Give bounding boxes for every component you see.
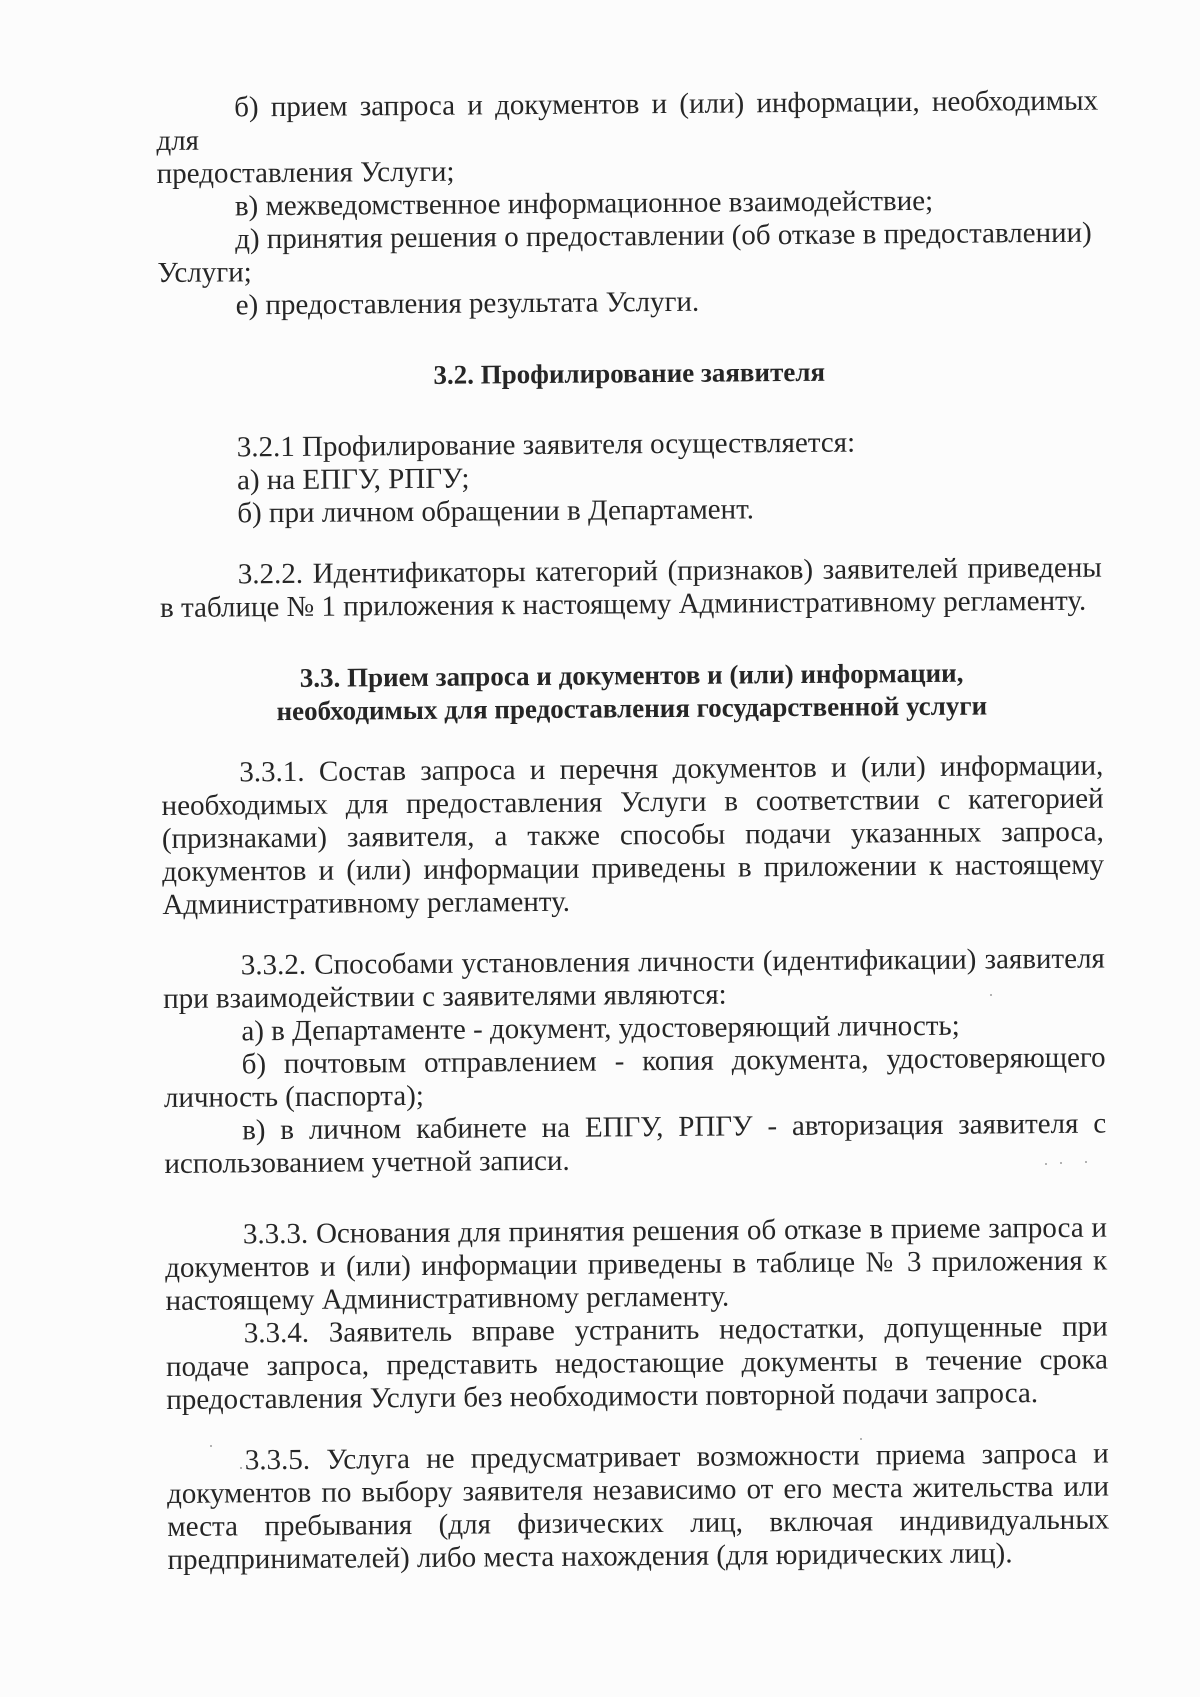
paragraph-3-3-1: 3.3.1. Состав запроса и перечня документов и (или) информации, необходимых для предоставления Услуги в соответствии с категорией (признаками) заявителя, а также способы подачи указанных запроса, документов и (или) информации приведены в приложении к настоящему Административному регламенту. xyxy=(161,749,1105,921)
paragraph-3-2-1: 3.2.1 Профилирование заявителя осуществляется: xyxy=(236,426,856,464)
list-item-d xyxy=(157,217,1099,290)
paragraph-3-3-5: 3.3.5. Услуга не предусматривает возможности приема запроса и документов по выбору заявителя независимо от его места жительства или места пребывания (для физических лиц, включая индивидуальных предпринимателей) либо места нахождения (для юридических лиц). xyxy=(166,1437,1110,1576)
section-heading-3-3-line2: необходимых для предоставления государственной услуги xyxy=(276,690,988,727)
paragraph-3-3-3: 3.3.3. Основания для принятия решения об отказе в приеме запроса и документов и (или) информации приведены в таблице № 3 приложения к настоящему Административному регламенту. xyxy=(165,1211,1108,1317)
section-heading-3-2: 3.2. Профилирование заявителя xyxy=(433,356,826,390)
list-item-b xyxy=(156,85,1099,191)
paragraph-3-3-4: 3.3.4. Заявитель вправе устранить недостатки, допущенные при подаче запроса, представить недостающие документы в течение срока предоставления Услуги без необходимости повторной подачи запроса. xyxy=(165,1310,1109,1416)
paragraph-3-2-1-a: а) на ЕПГУ, РПГУ; xyxy=(236,462,470,497)
document-body xyxy=(156,85,1110,1577)
list-item-b-line1: б) прием запроса и документов и (или) информации, необходимых для xyxy=(156,84,1099,157)
list-item-b-line2: предоставления Услуги; xyxy=(156,155,455,190)
paragraph-3-3-2: 3.3.2. Способами установления личности (идентификации) заявителя при взаимодействии с заявителями являются: xyxy=(162,942,1105,1015)
list-item-d-line1: д) принятия решения о предоставлении (об отказе в предоставлении) xyxy=(235,216,1092,256)
list-item-v: в) межведомственное информационное взаимодействие; xyxy=(234,184,934,223)
list-item-d-line2: Услуги; xyxy=(157,256,252,289)
paragraph-3-2-2: 3.2.2. Идентификаторы категорий (признаков) заявителей приведены в таблице № 1 приложения к настоящему Административному регламенту. xyxy=(159,551,1102,624)
section-heading-3-3-line1: 3.3. Прием запроса и документов и (или) информации, xyxy=(299,657,964,693)
paragraph-3-3-2-c: в) в личном кабинете на ЕПГУ, РПГУ - авторизация заявителя с использованием учетной записи. xyxy=(164,1107,1107,1180)
paragraph-3-3-2-a: а) в Департаменте - документ, удостоверяющий личность; xyxy=(241,1009,960,1048)
paragraph-3-2-1-b: б) при личном обращении в Департамент. xyxy=(237,493,754,530)
paragraph-3-3-2-b: б) почтовым отправлением - копия документа, удостоверяющего личность (паспорта); xyxy=(163,1041,1106,1114)
list-item-e: е) предоставления результата Услуги. xyxy=(235,285,700,322)
